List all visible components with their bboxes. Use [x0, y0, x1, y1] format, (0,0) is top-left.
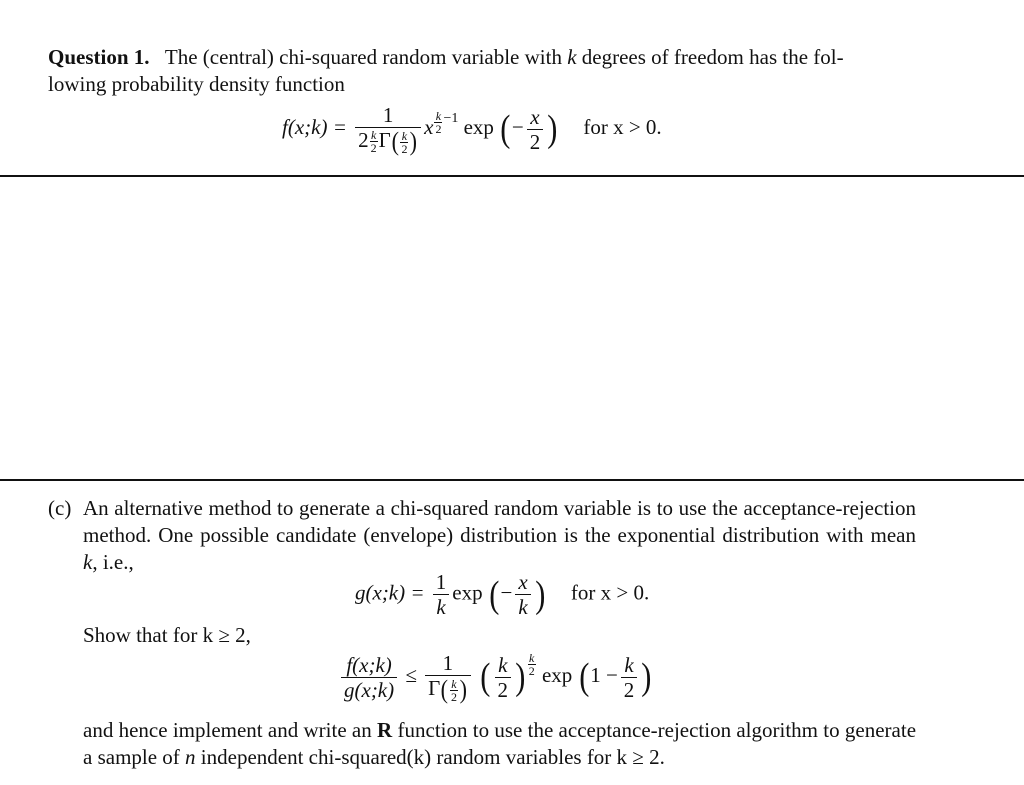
intro-text-2: lowing probability density function — [48, 72, 345, 96]
pdf-fraction — [355, 104, 421, 155]
var-k: k — [567, 45, 577, 69]
question-label: Question 1. — [48, 45, 150, 69]
pdf-denominator: 2 $\frac{k}{2}$ Γ( $\frac{k}{2}$ ) — [355, 127, 421, 155]
ratio-inequality: $\frac{f(x;k)}{g(x;k)}$ ≤ 1 Γ( $\frac{k}{2}$ ) ( $\frac{k}{2}$ ) $\frac{k}{2}$ exp (1 − $\frac{k}{2}$ ) — [338, 652, 653, 703]
pdf-numerator: 1 — [382, 103, 394, 127]
intro-text-1-end: degrees of freedom has the fol- — [581, 45, 844, 69]
pdf-formula: f(x;k) = 1 2 $\frac{k}{2}$ Γ( $\frac{k}{2}$ ) x $\frac{k}{2}$ −1 exp (− $\frac{x}{2}$ ) for x > 0. — [282, 103, 662, 157]
g-formula: g(x;k) = $\frac{1}{k}$ exp (− $\frac{x}{k}$ ) for x > 0. — [355, 570, 650, 619]
intro-text-1: The (central) chi-squared random variable with — [164, 45, 562, 69]
question-intro — [48, 44, 916, 98]
implement-text: and hence implement and write an R function to use the acceptance-rejection algorithm to generate a sample of n independent chi-squared(k) random variables for k ≥ 2. — [83, 718, 917, 769]
pdf-lhs: f(x;k) = — [282, 115, 347, 140]
pdf-condition: for x > 0. — [583, 115, 662, 140]
part-c-text: An alternative method to generate a chi-squared random variable is to use the acceptance-rejection method. One possible candidate (envelope) distribution is the exponential distribution with mean k, i.e., — [83, 496, 916, 574]
pdf-exp-fraction: $\frac{x}{2}$ — [527, 106, 544, 153]
show-text: Show that for k ≥ 2, — [83, 623, 251, 647]
top-divider — [0, 175, 1024, 177]
bottom-divider — [0, 479, 1024, 481]
part-c-label: (c) — [48, 496, 72, 520]
